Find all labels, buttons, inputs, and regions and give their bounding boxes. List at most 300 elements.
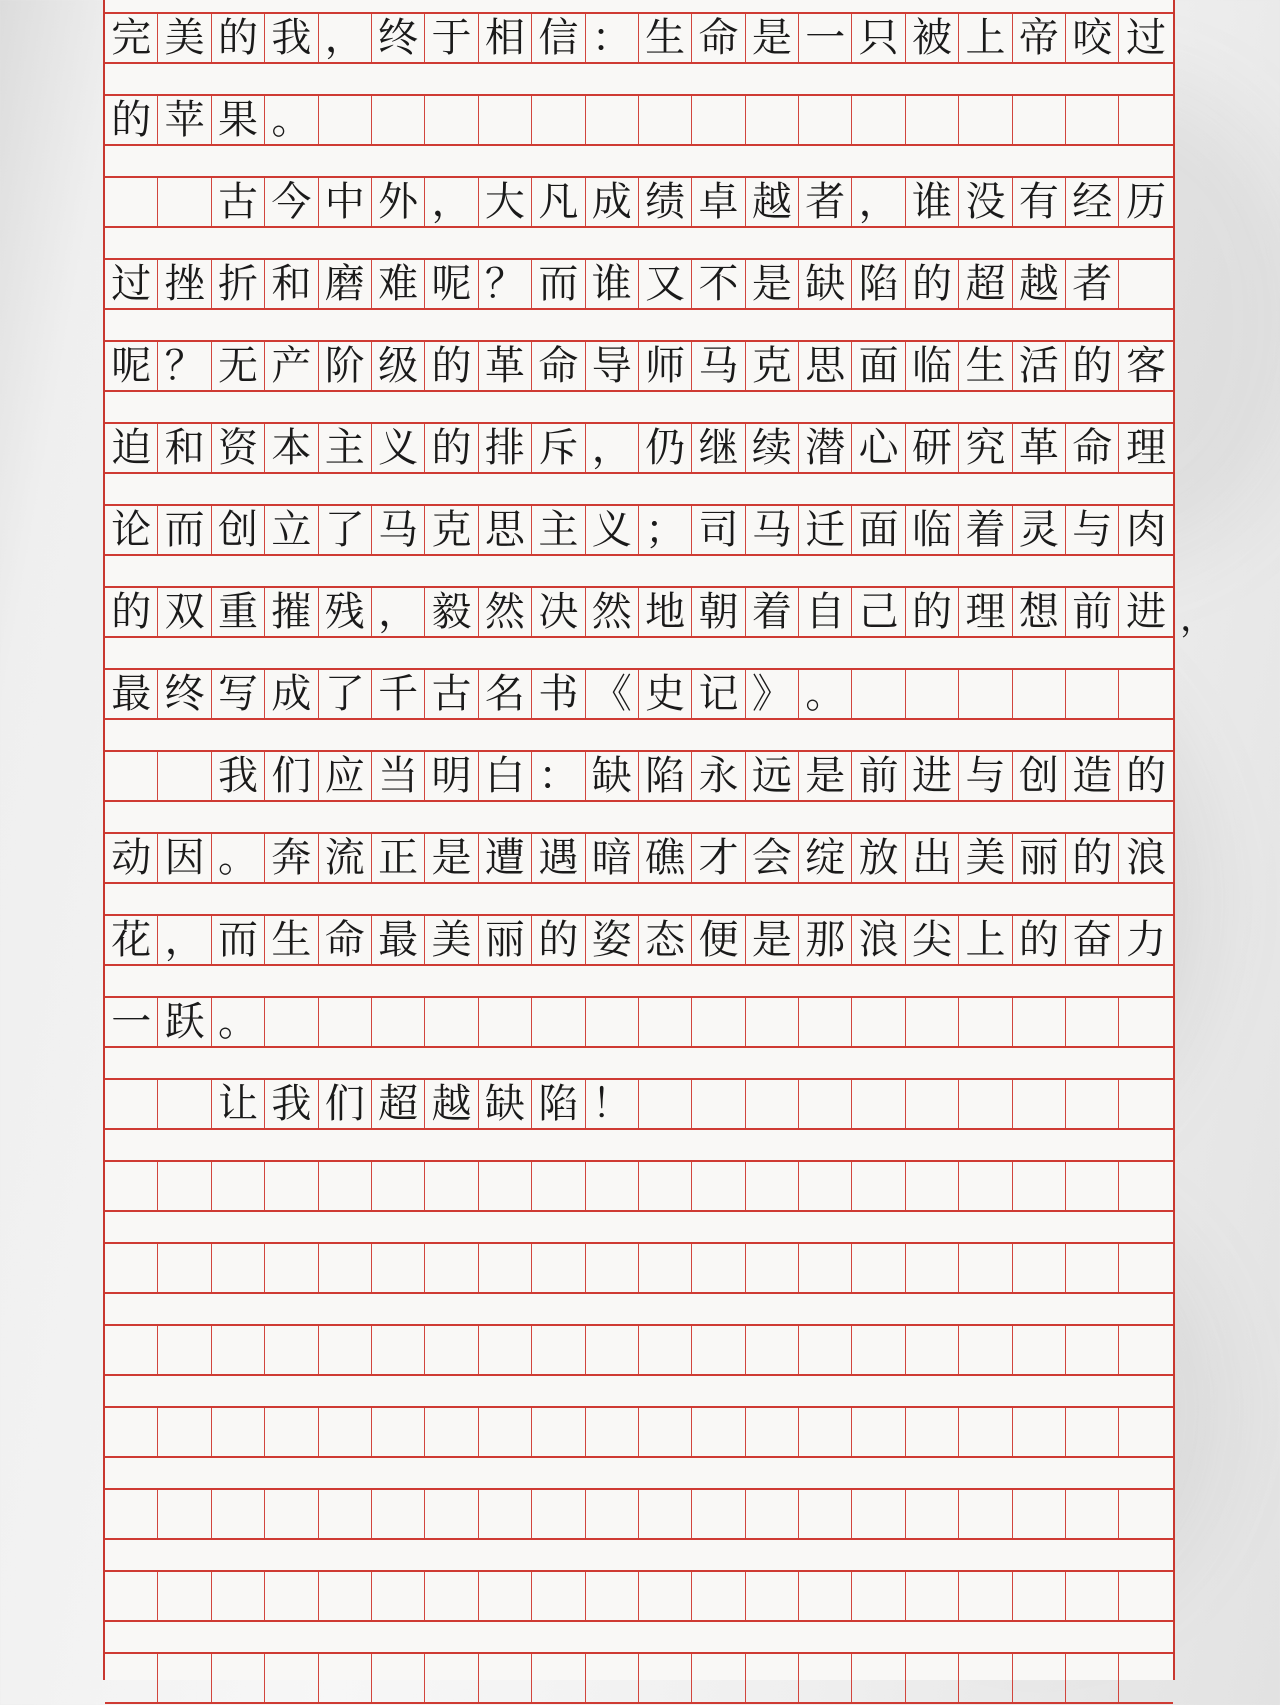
- grid-row: [105, 504, 1173, 556]
- grid-cell: [479, 998, 532, 1046]
- grid-cell: [746, 1490, 799, 1538]
- grid-cell: 越: [425, 1080, 478, 1128]
- grid-cell: 临: [906, 342, 959, 390]
- grid-cell: [158, 1408, 211, 1456]
- grid-cell: 态: [639, 916, 692, 964]
- grid-cell: [799, 1408, 852, 1456]
- grid-cell: 自: [799, 588, 852, 636]
- grid-cell: 明: [425, 752, 478, 800]
- grid-cell: 成: [586, 178, 639, 226]
- grid-cell: [692, 1326, 745, 1374]
- grid-cell: [799, 1490, 852, 1538]
- grid-cell: [425, 998, 478, 1046]
- grid-cell: 研: [906, 424, 959, 472]
- grid-cell: [372, 96, 425, 144]
- grid-cell: [906, 1326, 959, 1374]
- grid-cell: 上: [959, 916, 1012, 964]
- grid-cell: 永: [692, 752, 745, 800]
- grid-cell: [1119, 96, 1172, 144]
- grid-cell: 无: [212, 342, 265, 390]
- grid-cell: 而: [158, 506, 211, 554]
- grid-cell: [212, 1244, 265, 1292]
- grid-cell: 上: [959, 14, 1012, 62]
- grid-cell: 大: [479, 178, 532, 226]
- grid-cell: [319, 1162, 372, 1210]
- grid-cell: 的: [906, 260, 959, 308]
- grid-cell: [425, 1408, 478, 1456]
- grid-cell: [906, 1572, 959, 1620]
- grid-cell: 师: [639, 342, 692, 390]
- grid-cell: 们: [319, 1080, 372, 1128]
- grid-cell: [532, 998, 585, 1046]
- grid-cell: 越: [1013, 260, 1066, 308]
- grid-cell: 》: [746, 670, 799, 718]
- grid-cell: [319, 96, 372, 144]
- grid-cell: 灵: [1013, 506, 1066, 554]
- grid-cell: 姿: [586, 916, 639, 964]
- grid-row: [105, 1078, 1173, 1130]
- grid-cell: [639, 1408, 692, 1456]
- grid-cell: 生: [639, 14, 692, 62]
- grid-cell: 者: [1066, 260, 1119, 308]
- grid-cell: [1119, 1408, 1172, 1456]
- grid-cell: [959, 1490, 1012, 1538]
- grid-cell: 义: [586, 506, 639, 554]
- grid-cell: [425, 1654, 478, 1702]
- grid-cell: 动: [105, 834, 158, 882]
- grid-cell: [692, 1408, 745, 1456]
- grid-cell: [425, 1572, 478, 1620]
- grid-cell: [639, 1572, 692, 1620]
- grid-cell: 白: [479, 752, 532, 800]
- grid-cell: 生: [959, 342, 1012, 390]
- grid-cell: [1013, 96, 1066, 144]
- grid-cell: 当: [372, 752, 425, 800]
- grid-row: [105, 750, 1173, 802]
- grid-row: [105, 832, 1173, 884]
- grid-cell: 克: [746, 342, 799, 390]
- grid-cell: [852, 1326, 905, 1374]
- grid-cell: 然: [479, 588, 532, 636]
- grid-cell: [479, 1326, 532, 1374]
- grid-cell: 的: [105, 588, 158, 636]
- grid-cell: [639, 1244, 692, 1292]
- grid-cell: [586, 1162, 639, 1210]
- grid-cell: 花: [105, 916, 158, 964]
- grid-row: [105, 1324, 1173, 1376]
- grid-cell: [692, 1244, 745, 1292]
- grid-cell: 外: [372, 178, 425, 226]
- grid-cell: 导: [586, 342, 639, 390]
- grid-cell: 中: [319, 178, 372, 226]
- grid-row: [105, 1160, 1173, 1212]
- grid-cell: [959, 1654, 1012, 1702]
- grid-cell: [586, 1326, 639, 1374]
- grid-cell: 生: [265, 916, 318, 964]
- grid-cell: 理: [959, 588, 1012, 636]
- grid-cell: 流: [319, 834, 372, 882]
- grid-cell: 肉: [1126, 507, 1167, 553]
- grid-cell: 而: [532, 260, 585, 308]
- grid-cell: [1013, 1490, 1066, 1538]
- grid-cell: [158, 1326, 211, 1374]
- grid-cell: 正: [372, 834, 425, 882]
- grid-cell: [1119, 1490, 1172, 1538]
- grid-cell: ：: [586, 14, 639, 62]
- grid-cell: [1066, 1162, 1119, 1210]
- grid-cell: 理: [1126, 425, 1167, 471]
- grid-cell: [1013, 998, 1066, 1046]
- grid-cell: 超: [372, 1080, 425, 1128]
- grid-cell: [906, 670, 959, 718]
- grid-cell: [586, 1408, 639, 1456]
- grid-cell: [158, 178, 211, 226]
- grid-cell: 的: [425, 342, 478, 390]
- grid-cell: 我: [212, 752, 265, 800]
- grid-cell: [158, 1654, 211, 1702]
- grid-cell: 终: [372, 14, 425, 62]
- grid-cell: [852, 998, 905, 1046]
- grid-cell: [265, 1408, 318, 1456]
- grid-cell: ，: [586, 424, 639, 472]
- grid-cell: 绽: [799, 834, 852, 882]
- grid-cell: 。: [265, 96, 318, 144]
- grid-cell: [1066, 1408, 1119, 1456]
- grid-cell: 决: [532, 588, 585, 636]
- grid-row: [105, 1488, 1173, 1540]
- grid-cell: 暗: [586, 834, 639, 882]
- grid-cell: 心: [852, 424, 905, 472]
- grid-cell: [212, 1654, 265, 1702]
- grid-cell: 命: [1066, 424, 1119, 472]
- grid-cell: [639, 1326, 692, 1374]
- grid-cell: 有: [1013, 178, 1066, 226]
- grid-cell: [906, 1654, 959, 1702]
- grid-row: [105, 1570, 1173, 1622]
- grid-cell: [692, 998, 745, 1046]
- grid-cell: [479, 1244, 532, 1292]
- grid-cell: [906, 1080, 959, 1128]
- grid-cell: [1066, 1490, 1119, 1538]
- grid-cell: [1066, 1244, 1119, 1292]
- grid-cell: [799, 1244, 852, 1292]
- grid-cell: 然: [586, 588, 639, 636]
- grid-cell: ？: [158, 342, 211, 390]
- grid-cell: 陷: [852, 260, 905, 308]
- grid-cell: 谁: [586, 260, 639, 308]
- grid-cell: [479, 1572, 532, 1620]
- grid-cell: 最: [372, 916, 425, 964]
- grid-cell: 面: [852, 342, 905, 390]
- grid-cell: 浪: [1126, 835, 1167, 881]
- grid-cell: 放: [852, 834, 905, 882]
- grid-cell: 千: [372, 670, 425, 718]
- grid-cell: [372, 1490, 425, 1538]
- grid-cell: 资: [212, 424, 265, 472]
- grid-cell: [105, 1080, 158, 1128]
- grid-cell: [1119, 998, 1172, 1046]
- grid-cell: [319, 1408, 372, 1456]
- grid-cell: 记: [692, 670, 745, 718]
- grid-cell: [799, 1162, 852, 1210]
- grid-cell: 临: [906, 506, 959, 554]
- grid-cell: 古: [212, 178, 265, 226]
- grid-cell: [265, 1572, 318, 1620]
- grid-cell: [105, 1408, 158, 1456]
- grid-cell: [1119, 1080, 1172, 1128]
- grid-cell: [372, 998, 425, 1046]
- grid-cell: 活: [1013, 342, 1066, 390]
- grid-cell: ！: [586, 1080, 639, 1128]
- grid-cell: 美: [158, 14, 211, 62]
- grid-cell: 究: [959, 424, 1012, 472]
- grid-cell: 产: [265, 342, 318, 390]
- grid-cell: 而: [212, 916, 265, 964]
- grid-cell: 遭: [479, 834, 532, 882]
- grid-cell: [265, 1326, 318, 1374]
- grid-cell: [799, 1654, 852, 1702]
- grid-cell: 主: [319, 424, 372, 472]
- grid-cell: 和: [158, 424, 211, 472]
- grid-cell: [158, 1080, 211, 1128]
- grid-cell: [692, 1654, 745, 1702]
- grid-cell: 续: [746, 424, 799, 472]
- grid-cell: [1066, 1654, 1119, 1702]
- grid-cell: [372, 1162, 425, 1210]
- grid-cell: 没: [959, 178, 1012, 226]
- grid-cell: [265, 998, 318, 1046]
- grid-cell: 是: [746, 260, 799, 308]
- grid-cell: [1066, 1572, 1119, 1620]
- grid-cell: [479, 1408, 532, 1456]
- grid-cell: [799, 998, 852, 1046]
- grid-cell: 让: [212, 1080, 265, 1128]
- grid-cell: 会: [746, 834, 799, 882]
- grid-cell: [319, 1572, 372, 1620]
- grid-cell: 斥: [532, 424, 585, 472]
- grid-cell: [319, 1326, 372, 1374]
- grid-cell: 立: [265, 506, 318, 554]
- grid-cell: 美: [425, 916, 478, 964]
- grid-cell: [105, 1490, 158, 1538]
- grid-cell: [692, 1490, 745, 1538]
- grid-cell: 的: [1066, 342, 1119, 390]
- grid-cell: [532, 1654, 585, 1702]
- grid-cell: [639, 1162, 692, 1210]
- grid-cell: ，: [425, 178, 478, 226]
- grid-cell: 应: [319, 752, 372, 800]
- grid-cell: [586, 96, 639, 144]
- grid-cell: 折: [212, 260, 265, 308]
- grid-cell: [906, 1162, 959, 1210]
- grid-cell: [906, 1408, 959, 1456]
- grid-cell: 命: [692, 14, 745, 62]
- grid-cell: 司: [692, 506, 745, 554]
- grid-cell: [532, 1326, 585, 1374]
- grid-cell: [692, 96, 745, 144]
- grid-cell: 者: [799, 178, 852, 226]
- grid-cell: [1119, 260, 1172, 308]
- grid-cell: [639, 1080, 692, 1128]
- grid-cell: 。: [212, 834, 265, 882]
- grid-cell: ？: [479, 260, 532, 308]
- grid-cell: 便: [692, 916, 745, 964]
- grid-cell: 摧: [265, 588, 318, 636]
- grid-cell: [852, 670, 905, 718]
- grid-cell: [852, 1244, 905, 1292]
- grid-cell: [212, 1490, 265, 1538]
- grid-cell: 面: [852, 506, 905, 554]
- grid-cell: [746, 1244, 799, 1292]
- grid-cell: [852, 1162, 905, 1210]
- grid-cell: 远: [746, 752, 799, 800]
- grid-cell: ，: [852, 178, 905, 226]
- grid-row: [105, 1652, 1173, 1704]
- grid-cell: 历: [1126, 179, 1167, 225]
- grid-cell: 经: [1066, 178, 1119, 226]
- grid-cell: 帝: [1013, 14, 1066, 62]
- grid-cell: [158, 752, 211, 800]
- grid-cell: 马: [372, 506, 425, 554]
- grid-cell: [1013, 1162, 1066, 1210]
- grid-cell: [158, 1490, 211, 1538]
- grid-cell: [425, 1244, 478, 1292]
- grid-cell: 进: [906, 752, 959, 800]
- grid-cell: [479, 1490, 532, 1538]
- grid-cell: [959, 998, 1012, 1046]
- grid-cell: ：: [532, 752, 585, 800]
- grid-cell: 那: [799, 916, 852, 964]
- grid-cell: [1119, 1162, 1172, 1210]
- grid-cell: 越: [746, 178, 799, 226]
- grid-cell: [319, 1490, 372, 1538]
- grid-cell: 古: [425, 670, 478, 718]
- grid-cell: 排: [479, 424, 532, 472]
- grid-cell: 命: [532, 342, 585, 390]
- grid-cell: [746, 1408, 799, 1456]
- grid-cell: 毅: [425, 588, 478, 636]
- grid-cell: 的: [1126, 753, 1167, 799]
- grid-cell: [799, 1572, 852, 1620]
- grid-cell: [586, 1654, 639, 1702]
- grid-cell: 只: [852, 14, 905, 62]
- grid-cell: [265, 1162, 318, 1210]
- grid-row: [105, 422, 1173, 474]
- grid-cell: [1013, 1080, 1066, 1128]
- grid-cell: 是: [425, 834, 478, 882]
- grid-cell: [1119, 1244, 1172, 1292]
- grid-cell: [1066, 1326, 1119, 1374]
- grid-cell: 卓: [692, 178, 745, 226]
- grid-cell: 己: [852, 588, 905, 636]
- grid-cell: [425, 1162, 478, 1210]
- grid-cell: ，: [319, 14, 372, 62]
- grid-cell: [959, 1408, 1012, 1456]
- grid-row: [105, 586, 1173, 638]
- grid-cell: ，: [158, 916, 211, 964]
- grid-cell: [586, 1244, 639, 1292]
- grid-cell: [1013, 670, 1066, 718]
- grid-cell: [532, 1490, 585, 1538]
- grid-cell: [212, 1408, 265, 1456]
- grid-cell: [158, 1244, 211, 1292]
- grid-row: [105, 258, 1173, 310]
- grid-cell: 苹: [158, 96, 211, 144]
- grid-cell: 绩: [639, 178, 692, 226]
- grid-cell: 因: [158, 834, 211, 882]
- grid-cell: 于: [425, 14, 478, 62]
- grid-cell: [532, 1162, 585, 1210]
- grid-cell: 呢: [105, 342, 158, 390]
- grid-cell: 迫: [105, 424, 158, 472]
- grid-cell: [959, 1162, 1012, 1210]
- grid-cell: [1013, 1326, 1066, 1374]
- grid-cell: 尖: [906, 916, 959, 964]
- grid-row: [105, 94, 1173, 146]
- grid-cell: 缺: [799, 260, 852, 308]
- grid-cell: 造: [1066, 752, 1119, 800]
- grid-cell: [852, 1080, 905, 1128]
- grid-cell: 陷: [532, 1080, 585, 1128]
- grid-cell: 潜: [799, 424, 852, 472]
- grid-cell: 被: [906, 14, 959, 62]
- grid-cell: 朝: [692, 588, 745, 636]
- grid-cell: 地: [639, 588, 692, 636]
- grid-cell: 磨: [319, 260, 372, 308]
- grid-cell: [319, 998, 372, 1046]
- grid-cell: 继: [692, 424, 745, 472]
- grid-cell: 跃: [158, 998, 211, 1046]
- grid-cell: 进: [1126, 589, 1167, 635]
- grid-cell: 挫: [158, 260, 211, 308]
- grid-cell: 思: [479, 506, 532, 554]
- grid-cell: 创: [212, 506, 265, 554]
- grid-cell: [532, 96, 585, 144]
- grid-cell: [906, 96, 959, 144]
- grid-cell: 终: [158, 670, 211, 718]
- grid-cell: [1119, 1572, 1172, 1620]
- grid-row: [105, 996, 1173, 1048]
- grid-row: [105, 914, 1173, 966]
- grid-cell: 主: [532, 506, 585, 554]
- grid-paper-sheet: [103, 0, 1175, 1680]
- grid-cell: [1013, 1572, 1066, 1620]
- grid-cell: 革: [1013, 424, 1066, 472]
- grid-cell: [959, 1244, 1012, 1292]
- grid-cell: [639, 96, 692, 144]
- grid-cell: [959, 1572, 1012, 1620]
- grid-cell: [105, 1572, 158, 1620]
- grid-cell: [746, 1162, 799, 1210]
- grid-row: [105, 176, 1173, 228]
- grid-cell: 缺: [479, 1080, 532, 1128]
- grid-cell: 才: [692, 834, 745, 882]
- grid-cell: [265, 1654, 318, 1702]
- grid-row: [105, 668, 1173, 720]
- margin-punctuation: ，: [1180, 598, 1217, 639]
- grid-cell: 丽: [479, 916, 532, 964]
- grid-cell: 着: [959, 506, 1012, 554]
- grid-cell: [532, 1572, 585, 1620]
- grid-cell: [1119, 1654, 1172, 1702]
- grid-cell: [959, 1080, 1012, 1128]
- grid-cell: 前: [852, 752, 905, 800]
- grid-cell: 浪: [852, 916, 905, 964]
- grid-cell: 缺: [586, 752, 639, 800]
- grid-cell: [425, 1326, 478, 1374]
- grid-cell: [852, 1654, 905, 1702]
- grid-cell: 残: [319, 588, 372, 636]
